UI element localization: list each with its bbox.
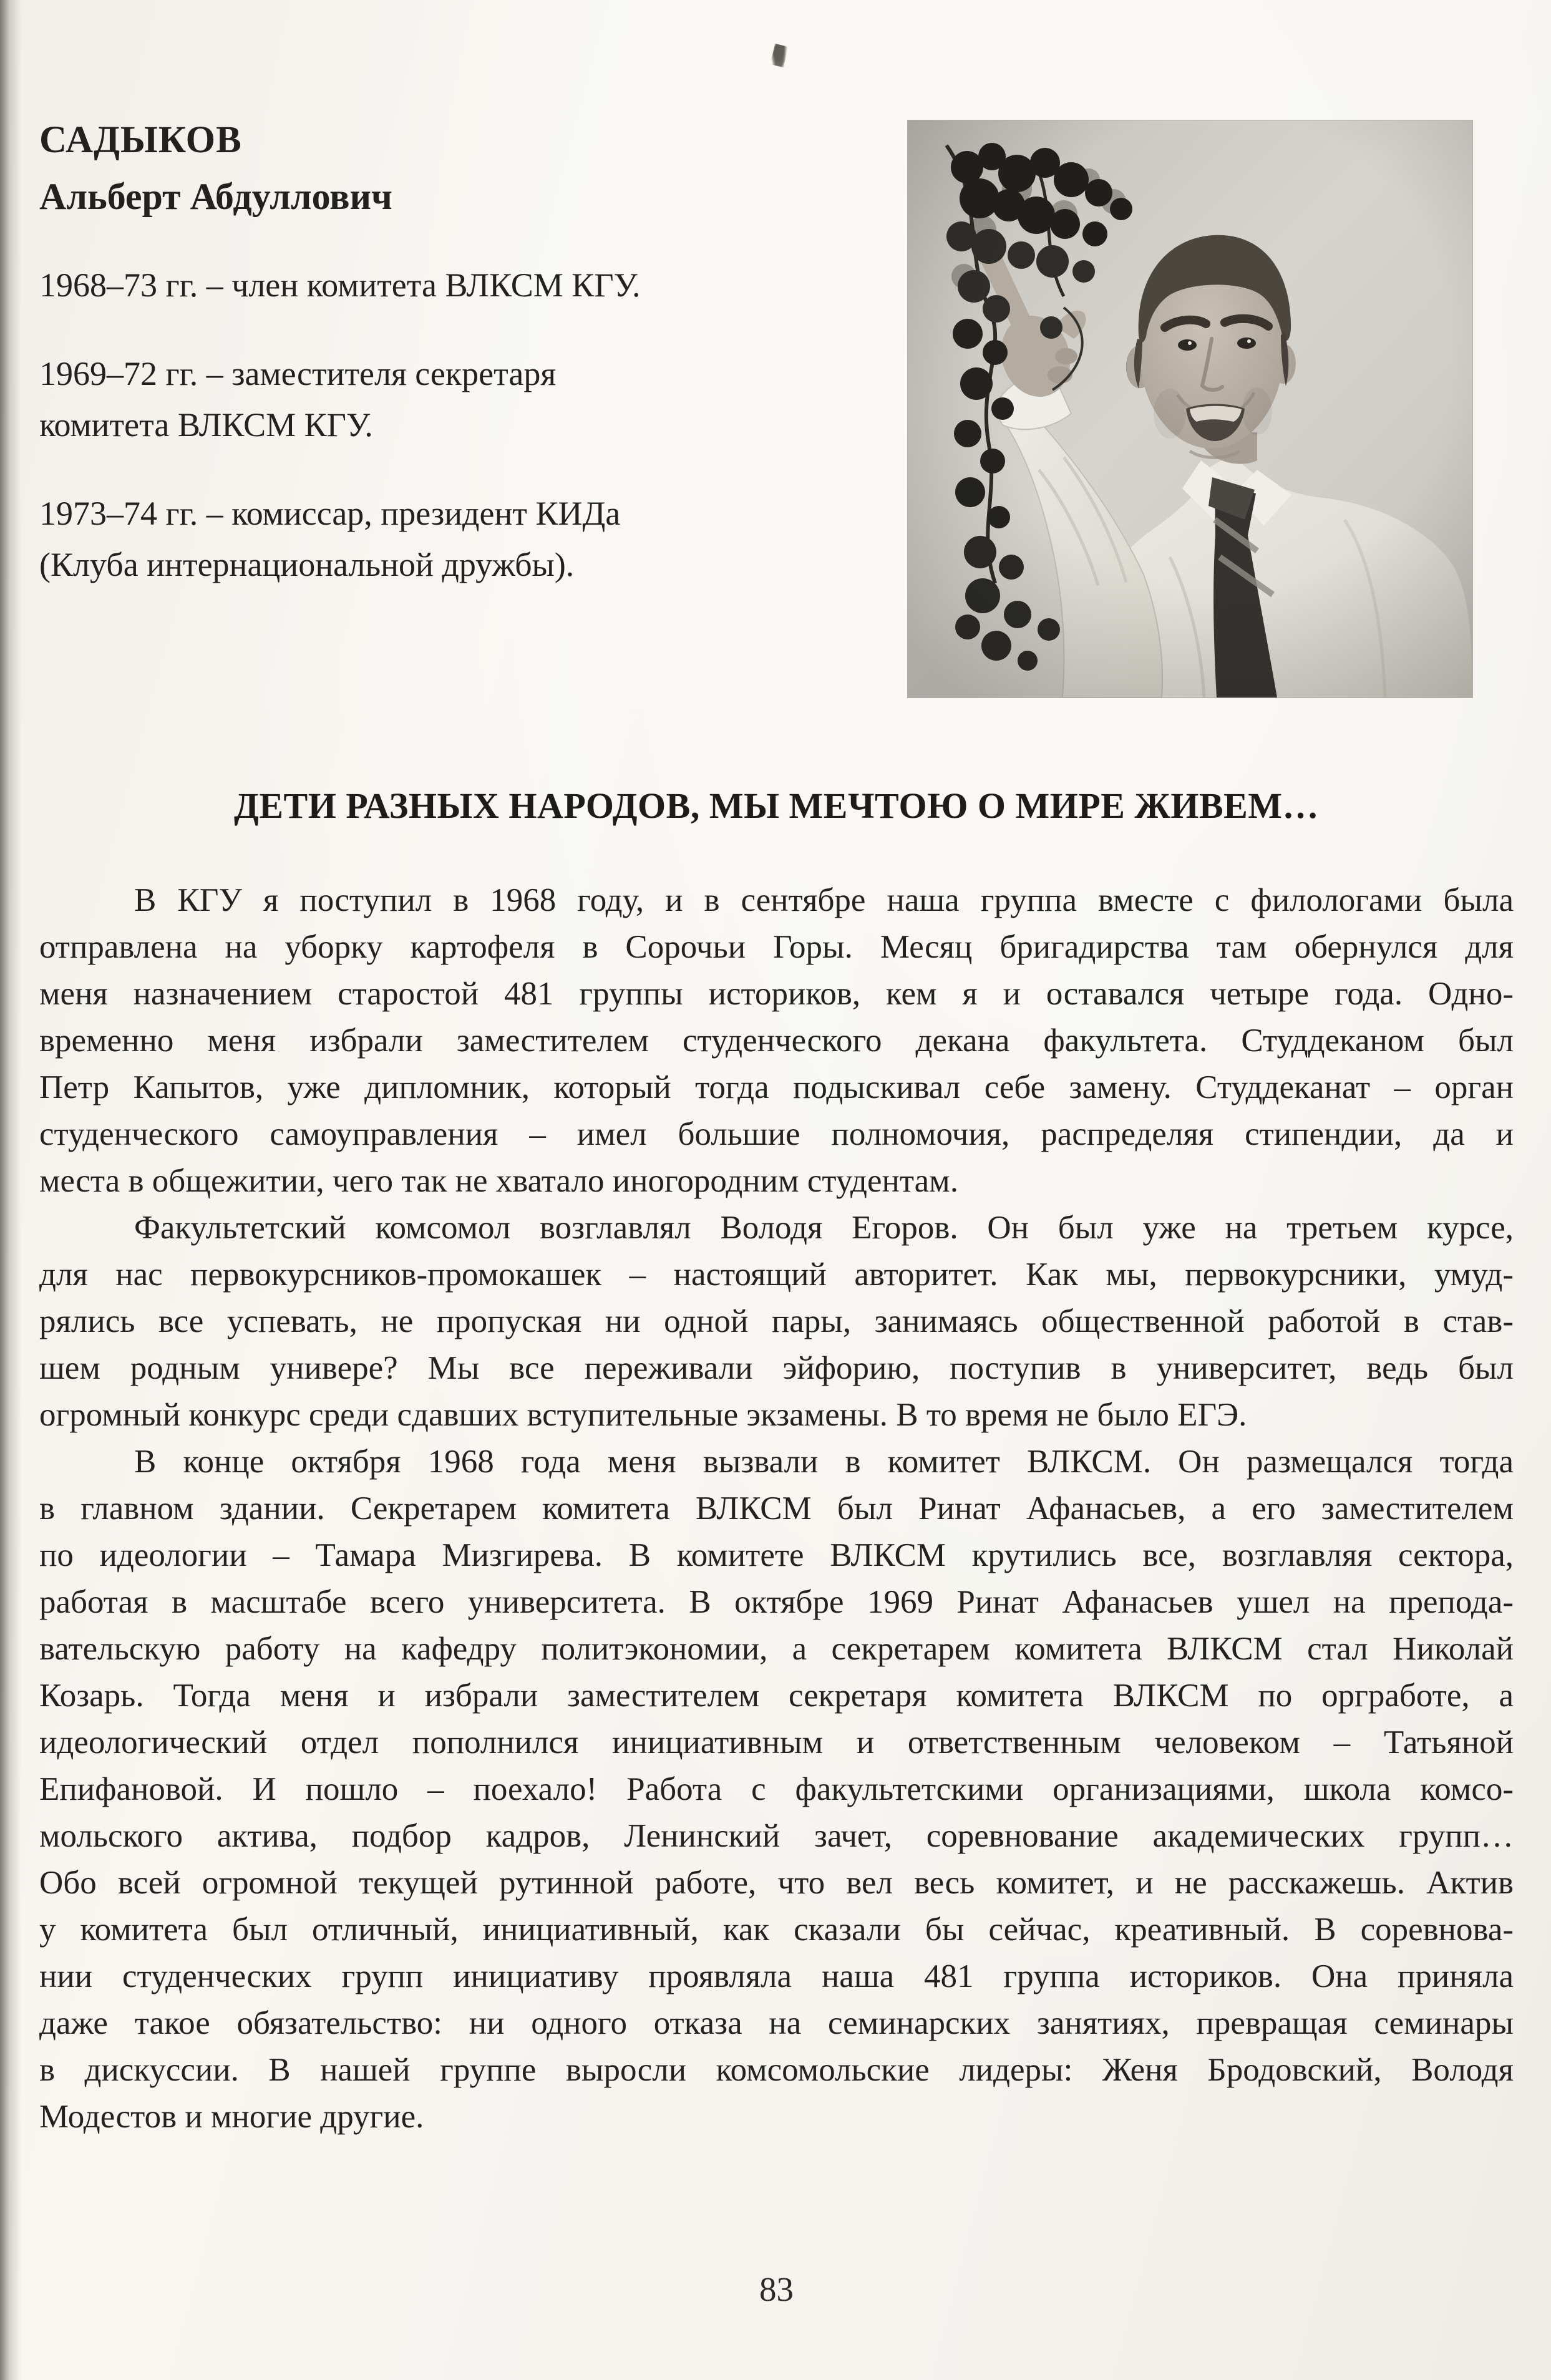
bio-line: 1973–74 гг. – комиссар, президент КИДа [39, 495, 621, 532]
text-line: места в общежитии, чего так не хватало иногородним студентам. [39, 1163, 958, 1199]
text-line: по идеологии – Тамара Мизгирева. В комитете ВЛКСМ крутились все, возглавляя сектора, [39, 1537, 1514, 1573]
bio-entry [39, 488, 640, 590]
bio-line: комитета ВЛКСМ КГУ. [39, 406, 373, 444]
text-line: В КГУ я поступил в 1968 году, и в сентябре наша группа вместе с филологами была [134, 882, 1514, 918]
article-body [39, 877, 1514, 2140]
text-line: вательскую работу на кафедру политэкономии, а секретарем комитета ВЛКСМ стал Николай [39, 1631, 1514, 1667]
text-line: Обо всей огромной текущей рутинной работе, что вел весь комитет, и не расскажешь. Актив [39, 1865, 1514, 1901]
text-line: идеологический отдел пополнился инициативным и ответственным человеком – Татьяной [39, 1724, 1514, 1761]
text-line: меня назначением старостой 481 группы историков, кем я и оставался четыре года. Одно- [39, 976, 1514, 1012]
bio-line: 1969–72 гг. – заместителя секретаря [39, 355, 557, 392]
text-line: Факультетский комсомол возглавлял Володя Егоров. Он был уже на третьем курсе, [134, 1210, 1514, 1246]
text-line: рялись все успевать, не пропуская ни одной пары, занимаясь общественной работой в став- [39, 1303, 1514, 1339]
text-line: в дискуссии. В нашей группе выросли комсомольские лидеры: Женя Бродовский, Володя [39, 2052, 1514, 2088]
photo-vignette [908, 120, 1472, 697]
portrait-photo [908, 120, 1472, 697]
paragraph [39, 1205, 1514, 1439]
person-name-block [39, 112, 392, 225]
person-given-name: Альберт Абдуллович [39, 176, 392, 217]
text-line: временно меня избрали заместителем студенческого декана факультета. Студдеканом был [39, 1022, 1514, 1059]
person-surname: САДЫКОВ [39, 119, 242, 161]
bio-line: (Клуба интернациональной дружбы). [39, 546, 575, 583]
scan-gutter-shadow [0, 0, 21, 2380]
text-line: мольского актива, подбор кадров, Ленинский зачет, соревнование академических групп… [39, 1818, 1514, 1854]
bio-entry [39, 348, 640, 450]
bio-entry [39, 260, 640, 311]
text-line: Епифановой. И пошло – поехало! Работа с факультетскими организациями, школа комсо- [39, 1771, 1514, 1807]
text-line: нии студенческих групп инициативу проявляла наша 481 группа историков. Она приняла [39, 1958, 1514, 1994]
text-line: в главном здании. Секретарем комитета ВЛКСМ был Ринат Афанасьев, а его заместителем [39, 1490, 1514, 1527]
text-line: шем родным универе? Мы все переживали эйфорию, поступив в университет, ведь был [39, 1350, 1514, 1386]
text-line: отправлена на уборку картофеля в Сорочьи Горы. Месяц бригадирства там обернулся для [39, 929, 1514, 965]
text-line: даже такое обязательство: ни одного отказа на семинарских занятиях, превращая семинары [39, 2005, 1514, 2041]
text-line: В конце октября 1968 года меня вызвали в комитет ВЛКСМ. Он размещался тогда [134, 1444, 1514, 1480]
text-line: работая в масштабе всего университета. В октябре 1969 Ринат Афанасьев ушел на препода- [39, 1584, 1514, 1620]
text-line: для нас первокурсников-промокашек – настоящий авторитет. Как мы, первокурсники, умуд- [39, 1256, 1514, 1293]
portrait-photo-drawing [908, 120, 1472, 697]
text-line: огромный конкурс среди сдавших вступительные экзамены. В то время не было ЕГЭ. [39, 1397, 1247, 1433]
bio-line: 1968–73 гг. – член комитета ВЛКСМ КГУ. [39, 266, 641, 304]
ink-speck [770, 44, 789, 67]
text-line: у комитета был отличный, инициативный, как сказали бы сейчас, креативный. В соревнова- [39, 1911, 1514, 1948]
text-line: Петр Капытов, уже дипломник, который тогда подыскивал себе замену. Студдеканат – орган [39, 1069, 1514, 1105]
bio-entries [39, 260, 640, 628]
text-line: студенческого самоуправления – имел большие полномочия, распределяя стипендии, да и [39, 1116, 1514, 1152]
text-line: Козарь. Тогда меня и избрали заместителем секретаря комитета ВЛКСМ по оргработе, а [39, 1678, 1514, 1714]
paragraph [39, 1439, 1514, 2140]
page-number: 83 [759, 2270, 794, 2308]
paragraph [39, 877, 1514, 1205]
text-line: Модестов и многие другие. [39, 2099, 424, 2135]
article-title: ДЕТИ РАЗНЫХ НАРОДОВ, МЫ МЕЧТОЮ О МИРЕ ЖИВЕМ… [233, 785, 1320, 826]
